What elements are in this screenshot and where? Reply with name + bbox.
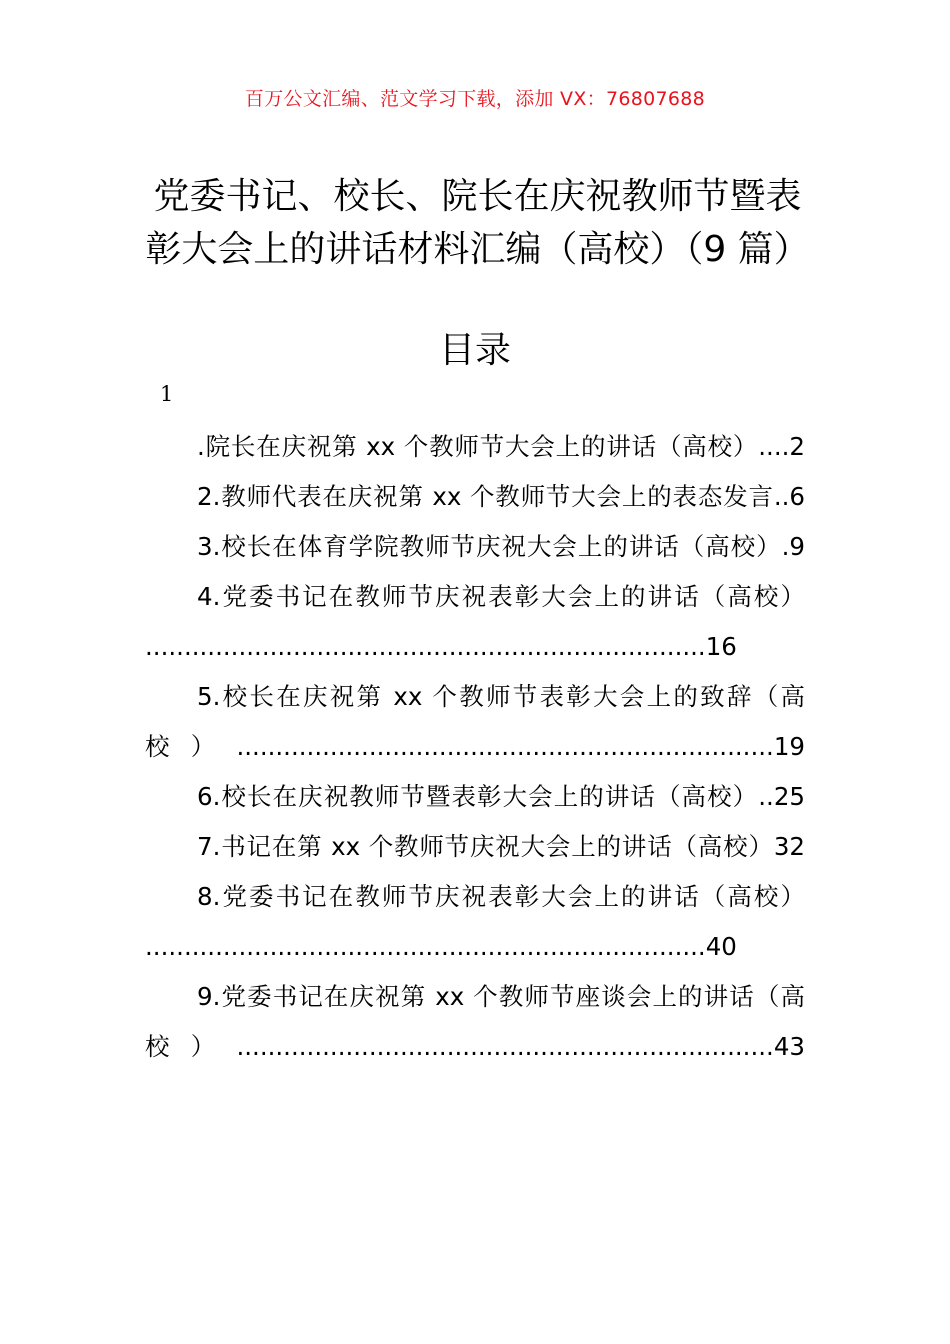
title-line: 彰大会上的讲话材料汇编（高校）（9 篇） bbox=[145, 229, 810, 270]
toc-entry[interactable]: 5.校长在庆祝第 xx 个教师节表彰大会上的致辞（高 bbox=[197, 682, 805, 711]
toc-entry[interactable]: 4.党委书记在教师节庆祝表彰大会上的讲话（高校） bbox=[197, 582, 805, 611]
toc-entry[interactable]: 9.党委书记在庆祝第 xx 个教师节座谈会上的讲话（高 bbox=[197, 982, 805, 1011]
table-of-contents bbox=[145, 422, 805, 1072]
toc-heading: 目录 bbox=[438, 330, 511, 371]
toc-entry-continuation[interactable]: 校）.....................................................................43 bbox=[145, 1032, 805, 1061]
toc-entry[interactable]: .院长在庆祝第 xx 个教师节大会上的讲话（高校）....2 bbox=[197, 432, 805, 461]
toc-entry-continuation[interactable]: ........................................................................16 bbox=[145, 632, 737, 661]
title-line: 党委书记、校长、院长在庆祝教师节暨表 bbox=[153, 176, 802, 217]
header-note: 百万公文汇编、范文学习下载，添加 VX：76807688 bbox=[244, 88, 706, 110]
toc-number-marker: 1 bbox=[160, 382, 174, 406]
toc-entry-continuation[interactable]: 校）.....................................................................19 bbox=[145, 732, 805, 761]
toc-entry[interactable]: 8.党委书记在教师节庆祝表彰大会上的讲话（高校） bbox=[197, 882, 805, 911]
toc-entry[interactable]: 3.校长在体育学院教师节庆祝大会上的讲话（高校）.9 bbox=[197, 532, 805, 561]
toc-entry-continuation[interactable]: ........................................................................40 bbox=[145, 932, 737, 961]
toc-entry[interactable]: 7.书记在第 xx 个教师节庆祝大会上的讲话（高校）32 bbox=[197, 832, 805, 861]
toc-entry[interactable]: 6.校长在庆祝教师节暨表彰大会上的讲话（高校）..25 bbox=[197, 782, 805, 811]
document-title bbox=[145, 170, 810, 276]
toc-entry[interactable]: 2.教师代表在庆祝第 xx 个教师节大会上的表态发言..6 bbox=[197, 482, 805, 511]
